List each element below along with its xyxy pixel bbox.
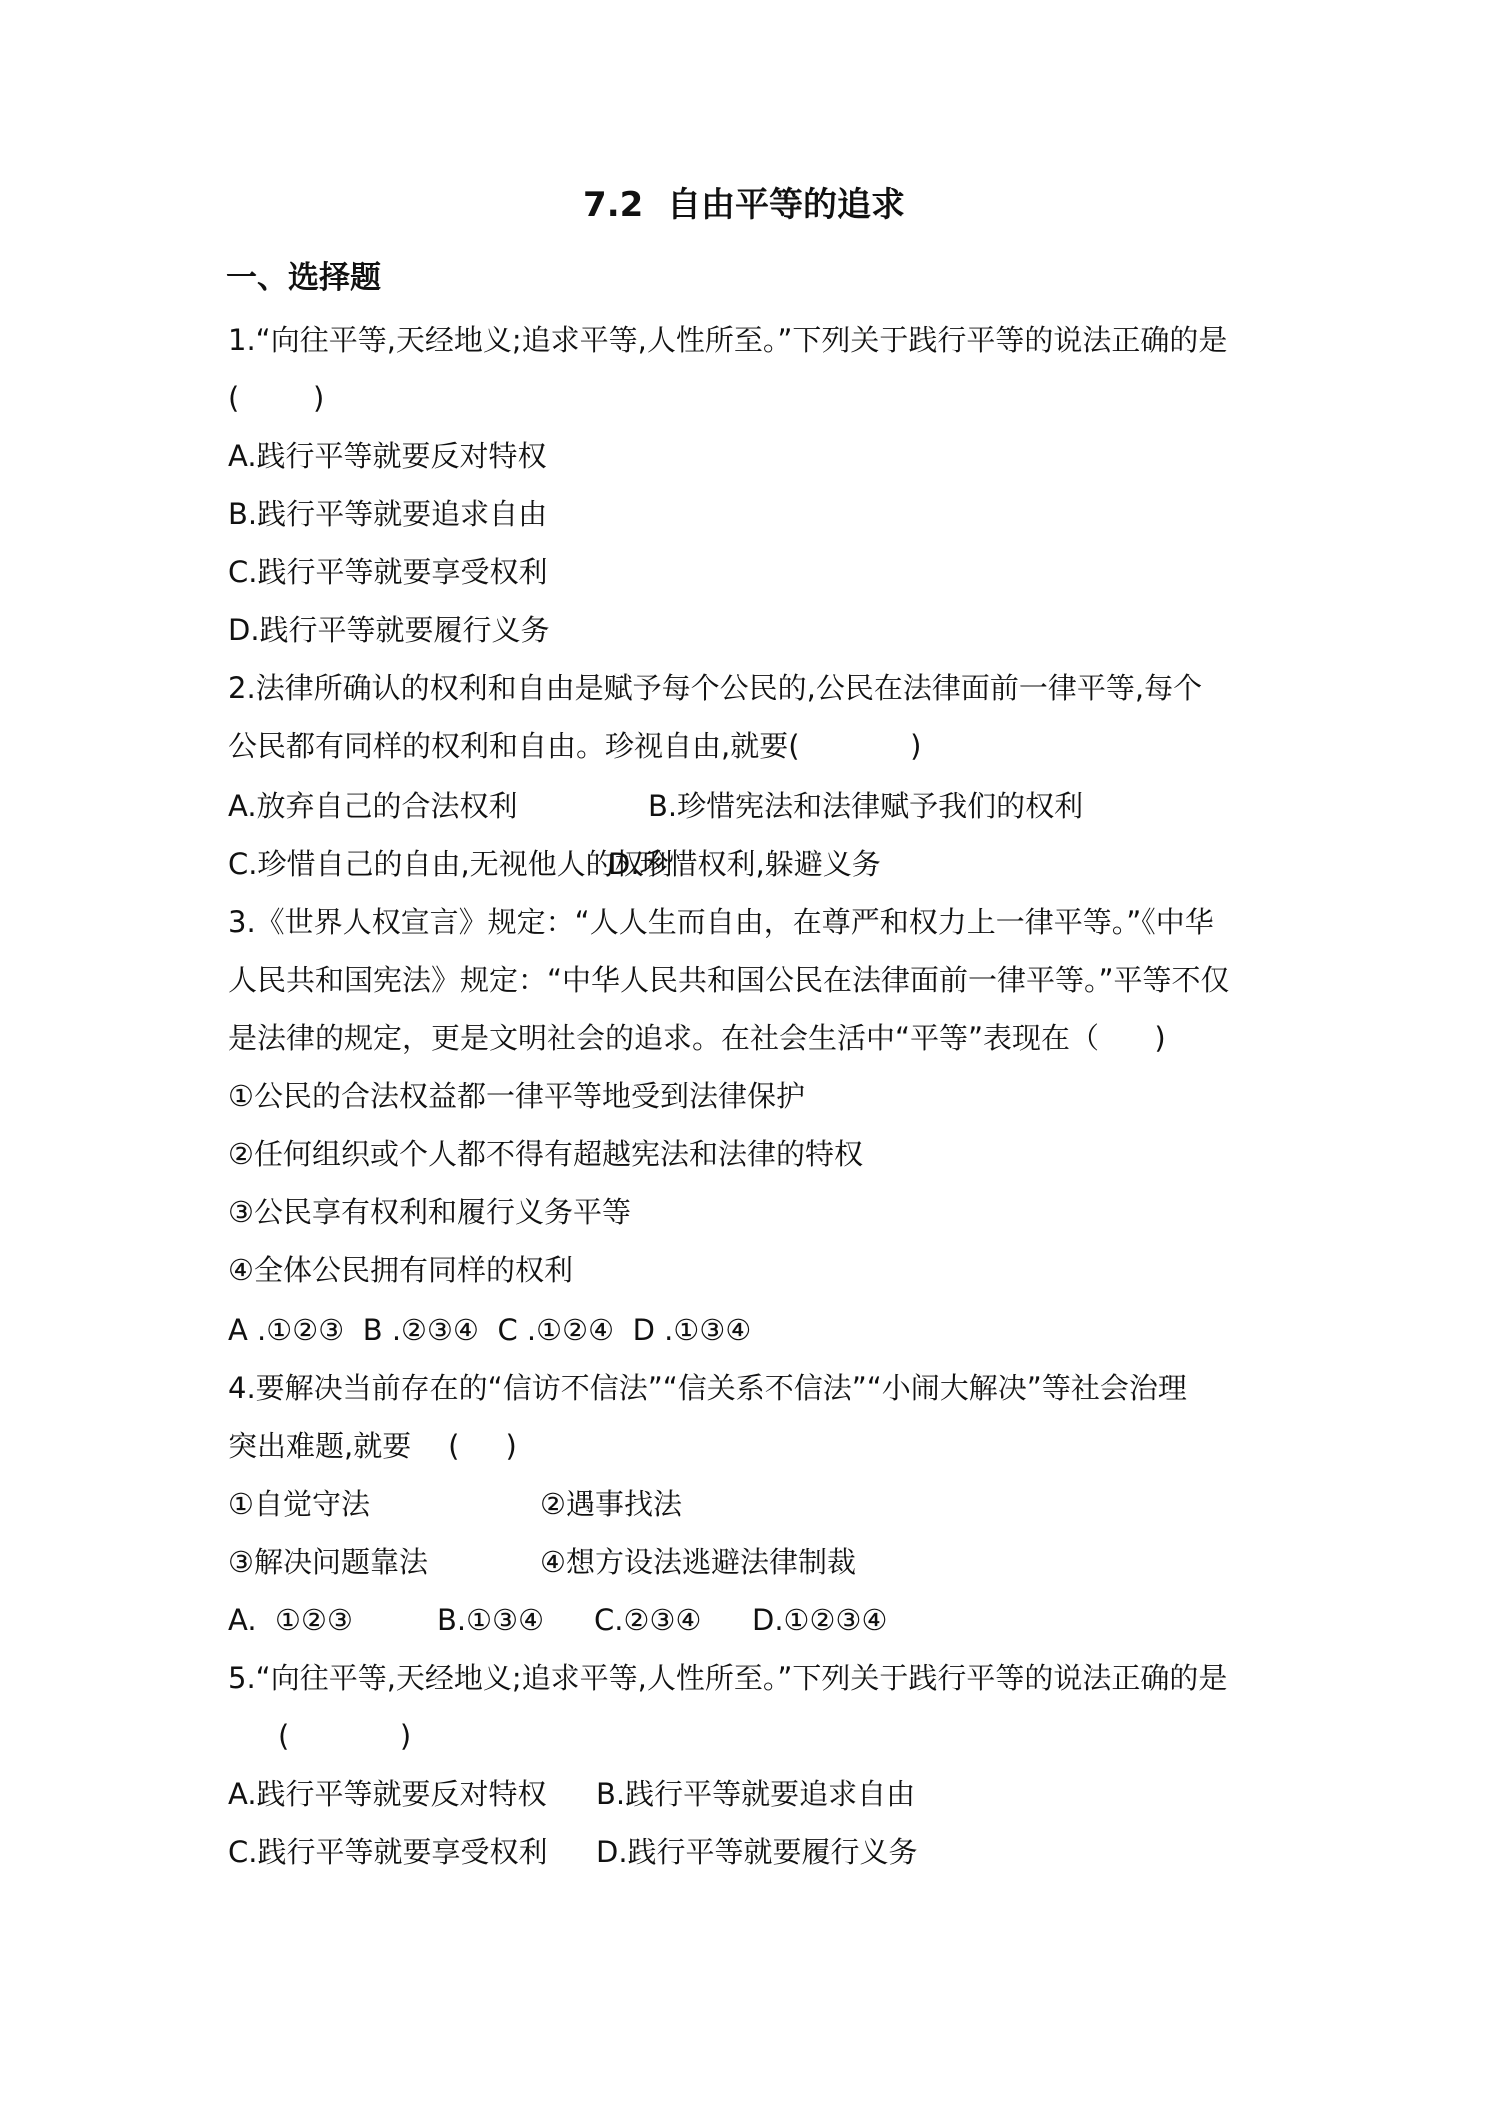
question-4-stem-line-1: 4.要解决当前存在的“信访不信法”“信关系不信法”“小闹大解决”等社会治理 [228, 1371, 1187, 1405]
question-1-answer-blank: ( ) [228, 381, 325, 415]
question-2-option-c: C.珍惜自己的自由,无视他人的权利 [228, 847, 673, 881]
question-1-option-b: B.践行平等就要追求自由 [228, 497, 548, 531]
question-3-statement-3: ③公民享有权利和履行义务平等 [228, 1195, 631, 1229]
question-4-statement-1: ①自觉守法 [228, 1487, 370, 1521]
question-4-option-a: A. ①②③ [228, 1603, 353, 1637]
question-3-options: A .①②③ B .②③④ C .①②④ D .①③④ [228, 1313, 752, 1347]
question-4-option-d: D.①②③④ [752, 1603, 888, 1637]
question-5-option-c: C.践行平等就要享受权利 [228, 1835, 548, 1869]
question-1-stem-line-1: 1.“向往平等,天经地义;追求平等,人性所至。”下列关于践行平等的说法正确的是 [228, 323, 1228, 357]
question-2-option-b: B.珍惜宪法和法律赋予我们的权利 [648, 789, 1084, 823]
question-5-answer-blank: ( ) [278, 1719, 412, 1753]
question-4-option-c: C.②③④ [594, 1603, 702, 1637]
page-title: 7.2 自由平等的追求 [583, 185, 905, 225]
question-2-stem-line-2: 公民都有同样的权利和自由。珍视自由,就要( ) [228, 729, 922, 763]
question-1-option-d: D.践行平等就要履行义务 [228, 613, 550, 647]
question-3-statement-1: ①公民的合法权益都一律平等地受到法律保护 [228, 1079, 805, 1113]
question-1-option-a: A.践行平等就要反对特权 [228, 439, 547, 473]
question-2-option-d: D.珍惜权利,躲避义务 [608, 847, 881, 881]
question-2-stem-line-1: 2.法律所确认的权利和自由是赋予每个公民的,公民在法律面前一律平等,每个 [228, 671, 1203, 705]
question-3-stem-line-2: 人民共和国宪法》规定：“中华人民共和国公民在法律面前一律平等。”平等不仅 [228, 963, 1230, 997]
question-3-statement-2: ②任何组织或个人都不得有超越宪法和法律的特权 [228, 1137, 863, 1171]
question-3-statement-4: ④全体公民拥有同样的权利 [228, 1253, 573, 1287]
question-4-statement-2: ②遇事找法 [540, 1487, 682, 1521]
question-5-option-b: B.践行平等就要追求自由 [596, 1777, 916, 1811]
question-4-statement-3: ③解决问题靠法 [228, 1545, 428, 1579]
question-4-statement-4: ④想方设法逃避法律制裁 [540, 1545, 856, 1579]
question-5-option-a: A.践行平等就要反对特权 [228, 1777, 547, 1811]
question-5-option-d: D.践行平等就要履行义务 [596, 1835, 918, 1869]
question-3-stem-line-1: 3.《世界人权宣言》规定：“人人生而自由，在尊严和权力上一律平等。”《中华 [228, 905, 1214, 939]
question-4-option-b: B.①③④ [437, 1603, 545, 1637]
question-5-stem-line-1: 5.“向往平等,天经地义;追求平等,人性所至。”下列关于践行平等的说法正确的是 [228, 1661, 1228, 1695]
question-1-option-c: C.践行平等就要享受权利 [228, 555, 548, 589]
question-2-option-a: A.放弃自己的合法权利 [228, 789, 518, 823]
question-4-stem-line-2: 突出难题,就要 ( ) [228, 1429, 517, 1463]
section-heading: 一、选择题 [226, 260, 381, 296]
question-3-stem-line-3: 是法律的规定，更是文明社会的追求。在社会生活中“平等”表现在（ ) [228, 1021, 1166, 1055]
